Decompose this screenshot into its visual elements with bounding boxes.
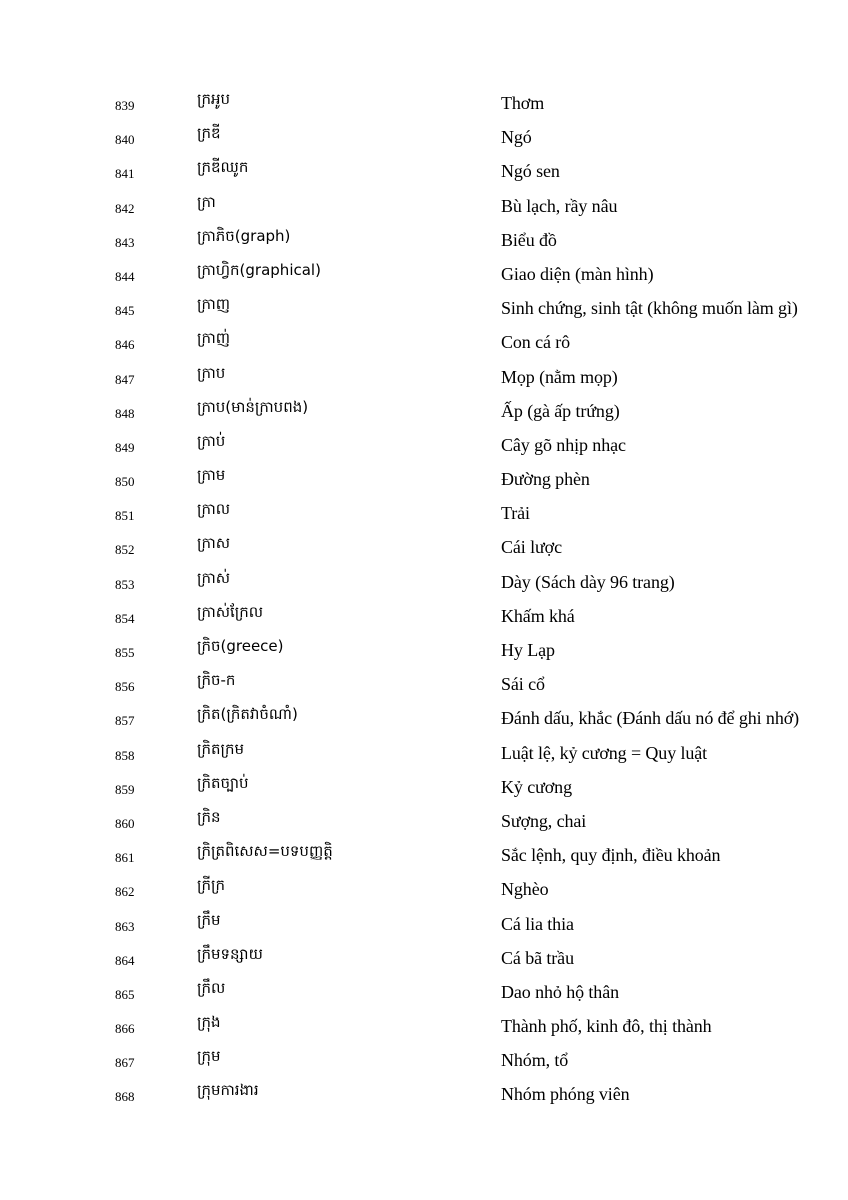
khmer-word: ក្រាហ្វិក(graphical) xyxy=(197,260,321,279)
entry-number: 839 xyxy=(115,98,135,113)
dictionary-entry xyxy=(0,804,848,838)
entry-number: 858 xyxy=(115,747,135,763)
entry-number: 842 xyxy=(115,200,135,216)
dictionary-entry xyxy=(0,1043,848,1077)
dictionary-entry xyxy=(0,736,848,770)
vietnamese-meaning: Cây gõ nhịp nhạc xyxy=(501,434,626,455)
entry-number: 847 xyxy=(115,371,135,387)
entry-list xyxy=(0,86,848,1112)
dictionary-entry xyxy=(0,394,848,428)
entry-number: 852 xyxy=(115,542,135,558)
vietnamese-meaning: Trải xyxy=(501,503,530,524)
vietnamese-meaning: Dày (Sách dày 96 trang) xyxy=(501,571,675,592)
entry-number: 846 xyxy=(115,337,135,353)
khmer-word: ក្រិត(ក្រិតវាចំណាំ) xyxy=(197,705,298,724)
dictionary-entry xyxy=(0,223,848,257)
entry-number: 862 xyxy=(115,884,135,900)
dictionary-entry xyxy=(0,325,848,359)
vietnamese-meaning: Sượng, chai xyxy=(501,810,587,831)
vietnamese-meaning: Hy Lạp xyxy=(501,640,555,660)
dictionary-entry xyxy=(0,633,848,667)
vietnamese-meaning: Ấp (gà ấp trứng) xyxy=(501,400,620,421)
dictionary-entry xyxy=(0,599,848,633)
vietnamese-meaning: Dao nhỏ hộ thân xyxy=(501,981,619,1002)
khmer-word: ក្រុង xyxy=(197,1013,221,1032)
vietnamese-meaning: Biểu đồ xyxy=(501,229,557,250)
khmer-word: ក្រាស់ xyxy=(197,568,231,587)
dictionary-entry xyxy=(0,701,848,735)
dictionary-entry xyxy=(0,872,848,906)
khmer-word: ក្រអូប xyxy=(197,90,231,108)
entry-number: 845 xyxy=(115,303,135,319)
dictionary-entry xyxy=(0,907,848,941)
vietnamese-meaning: Luật lệ, kỷ cương = Quy luật xyxy=(501,742,708,763)
khmer-word: ក្រិន xyxy=(197,807,221,826)
vietnamese-meaning: Giao diện (màn hình) xyxy=(501,263,654,284)
vietnamese-meaning: Nghèo xyxy=(501,879,549,900)
dictionary-entry xyxy=(0,770,848,804)
dictionary-entry xyxy=(0,189,848,223)
vietnamese-meaning: Khấm khá xyxy=(501,605,575,626)
khmer-word: ក្រាម xyxy=(197,466,226,485)
khmer-word: ក្រុម xyxy=(197,1047,221,1066)
dictionary-entry xyxy=(0,360,848,394)
vietnamese-meaning: Kỷ cương xyxy=(501,776,572,797)
entry-number: 863 xyxy=(115,918,135,934)
khmer-word: ក្រីក្រ xyxy=(197,876,225,895)
khmer-word: ក្រឹម xyxy=(197,910,221,929)
vietnamese-meaning: Đánh dấu, khắc (Đánh dấu nó để ghi nhớ) xyxy=(501,708,800,729)
vietnamese-meaning: Mọp (nằm mọp) xyxy=(501,366,618,387)
entry-number: 844 xyxy=(115,268,135,284)
vietnamese-meaning: Sái cổ xyxy=(501,674,545,695)
entry-number: 851 xyxy=(115,508,135,524)
dictionary-entry xyxy=(0,257,848,291)
vietnamese-meaning: Con cá rô xyxy=(501,332,571,353)
dictionary-entry xyxy=(0,1009,848,1043)
dictionary-entry xyxy=(0,565,848,599)
dictionary-entry xyxy=(0,975,848,1009)
vietnamese-meaning: Nhóm, tổ xyxy=(501,1050,569,1071)
khmer-word: ក្រាប(មាន់ក្រាបពង) xyxy=(197,397,309,416)
khmer-word: ក្រុមការងារ xyxy=(197,1081,259,1100)
entry-number: 860 xyxy=(115,815,135,831)
entry-number: 840 xyxy=(115,132,135,148)
entry-number: 853 xyxy=(115,576,135,592)
vietnamese-meaning: Sắc lệnh, quy định, điều khoản xyxy=(501,845,721,866)
khmer-word: ក្រិតក្រម xyxy=(197,739,245,758)
khmer-word: ក្រាភិច(graph) xyxy=(197,226,291,245)
entry-number: 854 xyxy=(115,610,135,626)
dictionary-entry xyxy=(0,120,848,154)
dictionary-entry xyxy=(0,86,848,120)
entry-number: 856 xyxy=(115,679,135,695)
khmer-word: ក្រឌីឈូក xyxy=(197,158,249,177)
khmer-word: ក្រឌី xyxy=(197,124,221,143)
vietnamese-meaning: Thơm xyxy=(501,93,545,113)
khmer-word: ក្រិច(greece) xyxy=(197,637,284,655)
entry-number: 865 xyxy=(115,986,135,1002)
vietnamese-meaning: Bù lạch, rầy nâu xyxy=(501,195,618,216)
vietnamese-meaning: Nhóm phóng viên xyxy=(501,1084,630,1105)
khmer-word: ក្រាប់ xyxy=(197,431,226,450)
khmer-word: ក្រាញ xyxy=(197,295,231,314)
khmer-word: ក្រឹល xyxy=(197,978,226,997)
entry-number: 857 xyxy=(115,713,135,729)
entry-number: 866 xyxy=(115,1021,135,1037)
vietnamese-meaning: Sinh chứng, sinh tật (không muốn làm gì) xyxy=(501,298,798,319)
vietnamese-meaning: Cá bã trầu xyxy=(501,947,574,968)
entry-number: 841 xyxy=(115,166,135,182)
vietnamese-meaning: Ngó xyxy=(501,127,532,148)
entry-number: 849 xyxy=(115,439,135,455)
entry-number: 864 xyxy=(115,952,135,968)
vietnamese-meaning: Cá lia thia xyxy=(501,913,574,934)
entry-number: 867 xyxy=(115,1055,135,1071)
khmer-word: ក្រាប xyxy=(197,363,226,382)
dictionary-entry xyxy=(0,154,848,188)
vietnamese-meaning: Thành phố, kinh đô, thị thành xyxy=(501,1016,712,1037)
vietnamese-meaning: Đường phèn xyxy=(501,469,590,490)
vietnamese-meaning: Cái lược xyxy=(501,537,562,558)
entry-number: 855 xyxy=(115,645,135,660)
khmer-word: ក្រឹមទន្សាយ xyxy=(197,944,263,963)
khmer-word: ក្រិតច្បាប់ xyxy=(197,773,249,792)
khmer-word: ក្រាល xyxy=(197,500,231,519)
dictionary-entry xyxy=(0,496,848,530)
entry-number: 843 xyxy=(115,234,135,250)
vietnamese-meaning: Ngó sen xyxy=(501,161,560,182)
dictionary-entry xyxy=(0,428,848,462)
khmer-word: ក្រាស xyxy=(197,534,231,553)
khmer-word: ក្រាស់ក្រែល xyxy=(197,602,264,621)
entry-number: 848 xyxy=(115,405,135,421)
entry-number: 850 xyxy=(115,474,135,490)
dictionary-entry xyxy=(0,1077,848,1111)
entry-number: 868 xyxy=(115,1089,135,1105)
dictionary-entry xyxy=(0,530,848,564)
khmer-word: ក្រិច-ក xyxy=(197,671,236,690)
dictionary-entry xyxy=(0,838,848,872)
khmer-word: ក្រិត្រពិសេស=បទបញ្ញត្តិ xyxy=(197,842,333,861)
khmer-word: ក្រា xyxy=(197,192,216,211)
dictionary-entry xyxy=(0,941,848,975)
dictionary-entry xyxy=(0,667,848,701)
khmer-word: ក្រាញ់ xyxy=(197,329,231,348)
dictionary-entry xyxy=(0,291,848,325)
dictionary-entry xyxy=(0,462,848,496)
entry-number: 861 xyxy=(115,850,135,866)
entry-number: 859 xyxy=(115,781,135,797)
